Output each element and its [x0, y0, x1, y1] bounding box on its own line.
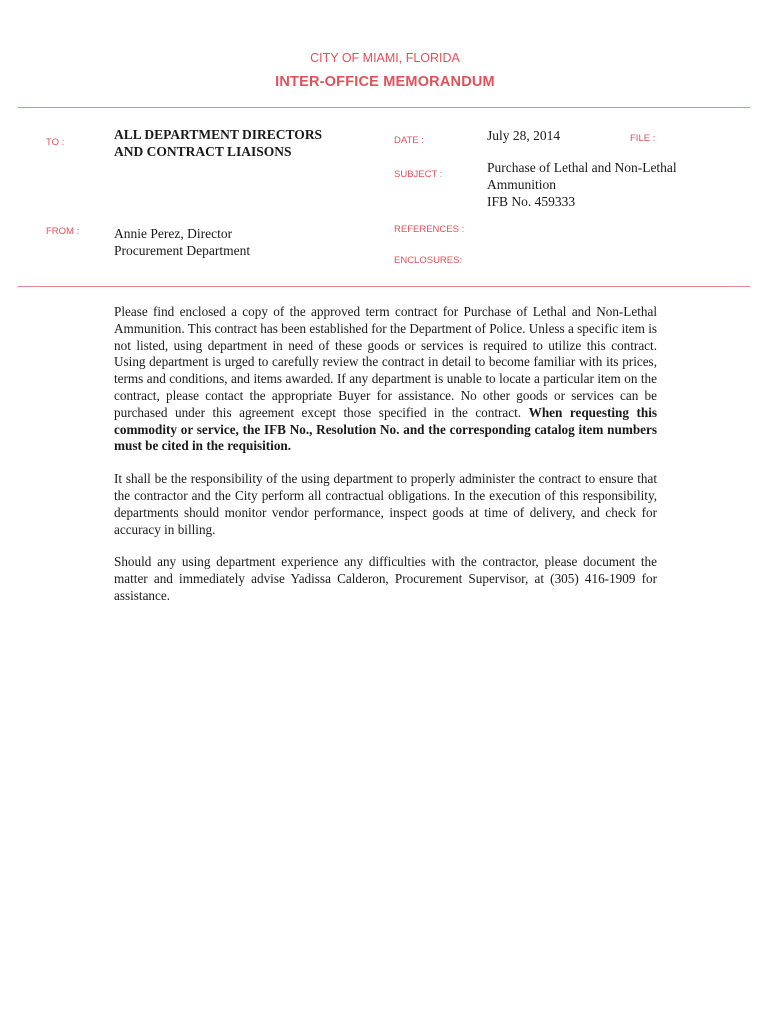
file-label: FILE :	[630, 133, 656, 144]
header-divider	[18, 107, 750, 108]
body-paragraph-1-text: Please find enclosed a copy of the approved term contract for Purchase of Lethal and Non-Lethal Ammunition. This contract has been established for the Department of Police. Unless a specific item is not listed, using department in need of these goods or services is required to utilize this contract. Using department is urged to carefully review the contract in detail to become familiar with its prices, terms and conditions, and items awarded. If any department is unable to locate a particular item on the contract, please contact the appropriate Buyer for assistance. No other goods or services can be purchased under this agreement except those specified in the contract.	[114, 304, 657, 420]
city-name: CITY OF MIAMI, FLORIDA	[310, 51, 460, 65]
memo-title: INTER-OFFICE MEMORANDUM	[275, 74, 495, 90]
enclosures-label: ENCLOSURES:	[394, 255, 463, 266]
subject-label: SUBJECT :	[394, 169, 443, 180]
body-paragraph-1	[114, 304, 657, 455]
body-paragraph-3: Should any using department experience any difficulties with the contractor, please document the matter and immediately advise Yadissa Calderon, Procurement Supervisor, at (305) 416-1909 for assistance.	[114, 554, 657, 603]
to-label: TO :	[46, 137, 65, 148]
from-label: FROM :	[46, 226, 80, 237]
body-paragraph-2: It shall be the responsibility of the using department to properly administer the contract to ensure that the contractor and the City perform all contractual obligations. In the execution of this responsibility, departments should monitor vendor performance, inspect goods at time of delivery, and check for accuracy in billing.	[114, 471, 657, 537]
subject-line-3: IFB No. 459333	[487, 194, 576, 209]
from-line-1: Annie Perez, Director	[114, 226, 233, 241]
to-line-2: AND CONTRACT LIAISONS	[114, 144, 292, 159]
body-divider	[18, 286, 750, 287]
body-paragraph-1-emphasis: When requesting this commodity or service, the IFB No., Resolution No. and the corresponding catalog item numbers must be cited in the requisition.	[114, 404, 657, 454]
date-value: July 28, 2014	[487, 128, 561, 143]
to-value	[114, 126, 322, 160]
subject-line-2: Ammunition	[487, 177, 557, 192]
subject-value	[487, 159, 677, 210]
to-line-1: ALL DEPARTMENT DIRECTORS	[114, 127, 323, 142]
subject-line-1: Purchase of Lethal and Non-Lethal	[487, 160, 677, 175]
references-label: REFERENCES :	[394, 224, 465, 235]
from-value	[114, 225, 250, 259]
from-line-2: Procurement Department	[114, 243, 251, 258]
memo-body	[114, 304, 657, 621]
date-label: DATE :	[394, 135, 424, 146]
